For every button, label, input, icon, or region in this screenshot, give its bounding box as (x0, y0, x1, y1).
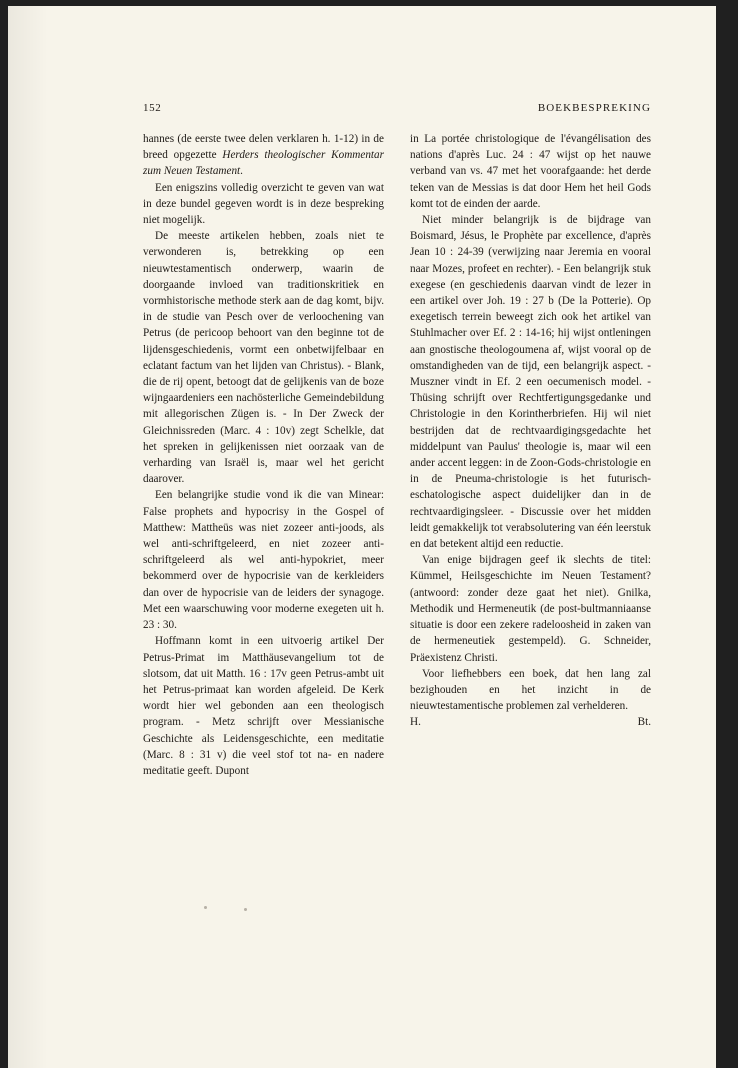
section-title: BOEKBESPREKING (537, 102, 651, 114)
paragraph (143, 131, 384, 180)
paragraph: Van enige bijdragen geef ik slechts de titel: Kümmel, Heilsgeschichte im Neuen Testament? (antwoord: zonder deze gaat het niet). Gnilka, Methodik und Hermeneutik (de post-bultmanniaanse situatie is door een zekere radeloosheid in zaken van de hermeneutiek gestempeld). G. Schneider, Präexistenz Christi. (410, 554, 651, 664)
scanned-page (8, 6, 716, 1068)
page-number: 152 (143, 102, 162, 114)
scan-speck (204, 906, 207, 909)
paragraph: Een belangrijke studie vond ik die van Minear: False prophets and hypocrisy in the Gospel of Matthew: Mattheüs was niet zozeer anti-joods, als wel anti-schriftgeleerd, en niet zozeer anti-schriftgeleerd als wel anti-hypokriet, meer bekommerd over de hypocrisie van de kerkleiders dan over de hypocrisie van de leiders der synagoge. Met een waarschuwing voor moderne exegeten uit h. 23 : 30. (143, 489, 384, 632)
binding-shadow (8, 6, 48, 1068)
scan-speck (244, 908, 247, 911)
book-title: Herders theologischer Kommentar zum Neuen Testament (143, 149, 384, 178)
paragraph: De meeste artikelen hebben, zoals niet te verwonderen is, betrekking op een nieuwtestamentisch onderwerp, waarin de doorgaande invloed van traditionskritiek en vormhistorische methode sterk aan de dag komt, bijv. in de studie van Pesch over de verloochening van Petrus (de pericoop behoort van den beginne tot de lijdensgeschiedenis, vormt een onbetwijfelbaar en eclatant factum van het lijden van Christus). - Blank, die de rij opent, betoogt dat de gelijkenis van de boze wijngaardeniers een nachösterliche Gemeindebildung mit allegorischen Zügen is. - In Der Zweck der Gleichnissreden (Marc. 4 : 10v) zegt Schelkle, dat het spreken in gelijkenissen niet oorzaak van de verharding van Israël is, maar wel het gericht daarover. (143, 230, 384, 486)
paragraph-text: hannes (de eerste twee delen verklaren h. 1-12) in de breed opgezette (143, 133, 384, 162)
paragraph: Voor liefhebbers een boek, dat hen lang zal bezighouden en het inzicht in de nieuwtestamentische problemen zal verhelderen. (410, 667, 651, 713)
running-head (143, 102, 651, 118)
paragraph: in La portée christologique de l'évangélisation des nations d'après Luc. 24 : 47 wijst op het nauwe verband van vs. 47 met het voorafgaande: het derde teken van de Messias is dat door Hem het heil Gods komt tot de einden der aarde. (410, 133, 651, 210)
paragraph: Hoffmann komt in een uitvoerig artikel Der Petrus-Primat im Matthäusevangelium tot de slotsom, dat uit Matth. 16 : 17v geen Petrus-ambt uit het Petrus-primaat kan worden afgeleid. De Kerk wordt hier wel gebonden aan een theologisch program. - Metz schrijft over Messianische Geschichte als Leidensgeschichte, een meditatie (Marc. 8 : 31 v) die veel stof tot na- en nadere meditatie geeft. Dupont (143, 635, 384, 777)
right-column (410, 131, 651, 730)
left-column (143, 131, 384, 779)
paragraph: Een enigszins volledig overzicht te geven van wat in deze bundel gegeven wordt is in deze bespreking niet mogelijk. (143, 181, 384, 227)
reviewer-initials: Bt. (637, 716, 651, 729)
paragraph: Niet minder belangrijk is de bijdrage van Boismard, Jésus, le Prophète par excellence, d'après Jean 10 : 24-39 (verwijzing naar Jeremia en vooral naar Mozes, profeet en rechter). - Een belangrijk stuk exegese (en geschiedenis daarvan vindt de lezer in een artikel over Joh. 19 : 27 b (De la Potterie). Op exegetisch terrein beweegt zich ook het artikel van Stuhlmacher over Ef. 2 : 14-16; hij wijst ontleningen aan gnostische theologoumena af, wijst vooral op de omstandigheden van de tijd, een belangrijk aspect. - Muszner vindt in Ef. 2 een oecumenisch model. - Thüsing schrijft over Rechtfertigungsgedanke und Christologie in den Korintherbriefen. Hij wil niet bestrijden dat de rechtvaardigingsgedachte het middelpunt van Paulus' theologie is, maar wil een ander accent leggen: in de Zoon-Gods-christologie en in de Pneuma-christologie is het futurisch-eschatologische aspect duidelijker dan in de rechtvaardigingsleer. - Discussie over het midden leidt gemakkelijk tot verabsolutering van één leerstuk en dat betekent altijd een reductie. (410, 214, 651, 551)
signoff-initial: H. (410, 716, 421, 729)
paragraph-text: . (240, 165, 243, 178)
signoff (410, 714, 651, 730)
